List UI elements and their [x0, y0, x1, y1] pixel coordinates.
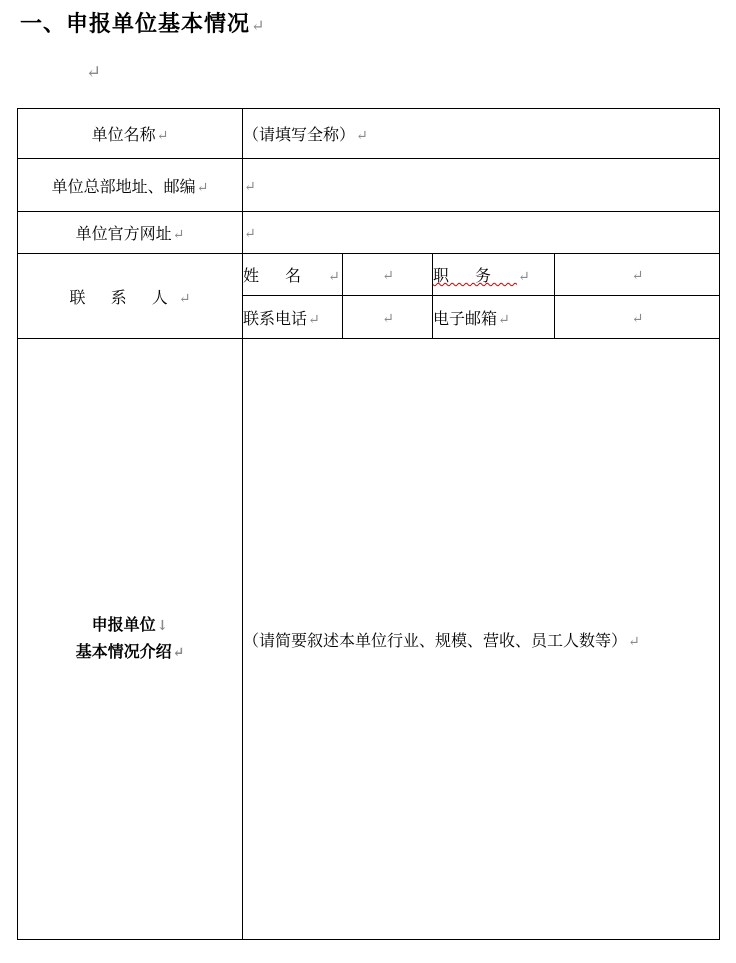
website-label: 单位官方网址: [75, 224, 172, 243]
intro-label-line2: [18, 639, 242, 666]
unit-name-placeholder: （请填写全称）: [243, 125, 356, 144]
empty-paragraph-mark-icon: ↵: [86, 62, 102, 83]
email-field[interactable]: [555, 296, 720, 339]
table-row-contact-name: [18, 254, 720, 296]
cell-end-mark-icon: ↵: [172, 227, 185, 243]
phone-label: 联系电话: [243, 308, 308, 328]
cell-end-mark-icon: ↵: [244, 226, 256, 242]
website-field[interactable]: [243, 212, 720, 254]
unit-name-field[interactable]: [243, 109, 720, 159]
name-label: 姓名: [243, 266, 328, 285]
table-row-website: [18, 212, 720, 254]
paragraph-mark-icon: ↵: [251, 16, 266, 35]
website-label-cell: [18, 212, 243, 254]
cell-end-mark-icon: ↵: [308, 311, 320, 328]
section-heading-text: 一、申报单位基本情况: [20, 11, 251, 37]
section-heading: [20, 8, 265, 42]
cell-end-mark-icon: ↵: [382, 268, 394, 284]
line-break-mark-icon: ↓: [156, 618, 169, 634]
address-label: 单位总部地址、邮编: [51, 176, 196, 196]
phone-field[interactable]: [343, 296, 433, 339]
intro-label-line2-text: 基本情况介绍: [75, 642, 172, 661]
intro-field[interactable]: [243, 339, 720, 940]
intro-label-line1-text: 申报单位: [91, 615, 156, 634]
intro-label-line1: [18, 612, 242, 639]
cell-end-mark-icon: ↵: [172, 645, 185, 661]
cell-end-mark-icon: ↵: [244, 178, 256, 195]
cell-end-mark-icon: ↵: [178, 290, 191, 307]
cell-end-mark-icon: ↵: [631, 268, 644, 284]
unit-name-label: 单位名称: [91, 125, 156, 144]
cell-end-mark-icon: ↵: [382, 310, 394, 327]
address-label-cell: [18, 159, 243, 212]
contact-label-cell: [18, 254, 243, 339]
name-label-cell: [243, 254, 343, 296]
cell-end-mark-icon: ↵: [328, 269, 340, 285]
table-row-unit-name: [18, 109, 720, 159]
cell-end-mark-icon: ↵: [518, 269, 530, 285]
title-field[interactable]: [555, 254, 720, 296]
unit-name-label-cell: [18, 109, 243, 159]
cell-end-mark-icon: ↵: [156, 128, 169, 144]
table-row-intro: [18, 339, 720, 940]
cell-end-mark-icon: ↵: [356, 128, 368, 144]
cell-end-mark-icon: ↵: [498, 311, 510, 328]
email-label-cell: [433, 296, 555, 339]
cell-end-mark-icon: ↵: [628, 633, 640, 650]
intro-label-cell: [18, 339, 243, 940]
phone-label-cell: [243, 296, 343, 339]
contact-label: 联 系 人: [69, 287, 178, 307]
name-field[interactable]: [343, 254, 433, 296]
title-label: 职务: [433, 266, 518, 285]
intro-placeholder: （请简要叙述本单位行业、规模、营收、员工人数等）: [243, 630, 628, 650]
table-row-address: [18, 159, 720, 212]
cell-end-mark-icon: ↵: [631, 310, 644, 327]
title-label-cell: [433, 254, 555, 296]
email-label: 电子邮箱: [433, 308, 498, 328]
address-field[interactable]: [243, 159, 720, 212]
application-form-table: [17, 108, 720, 940]
cell-end-mark-icon: ↵: [196, 179, 209, 196]
